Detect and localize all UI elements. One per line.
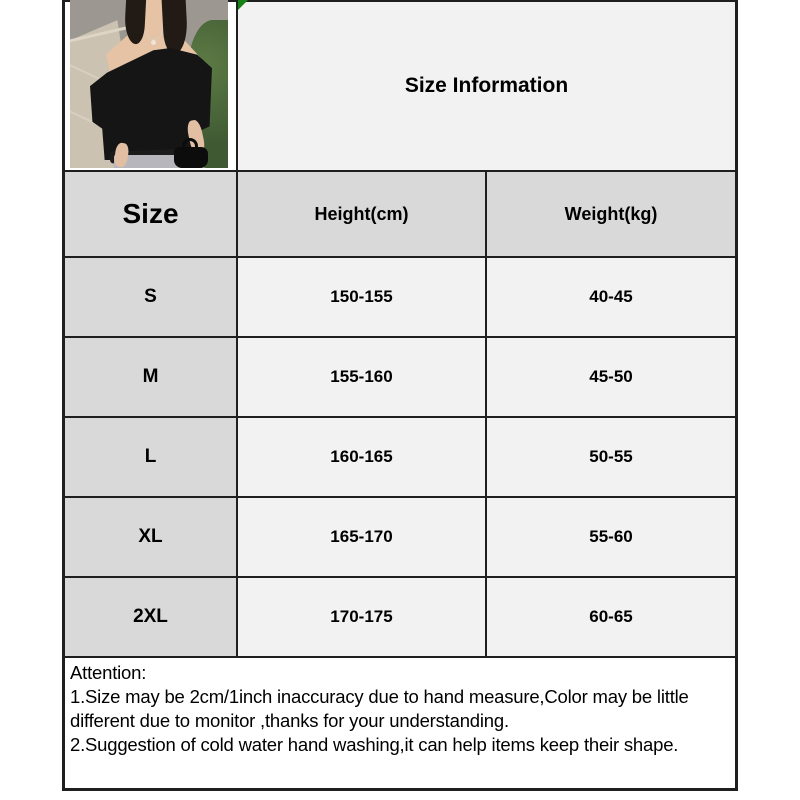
row-xl-weight-value: 55-60 [487, 498, 735, 576]
row-l-weight-value: 50-55 [487, 418, 735, 496]
attention-note-1: 1.Size may be 2cm/1inch inaccuracy due to hand measure,Color may be little different due to monitor ,thanks for your understanding. [70, 686, 689, 731]
photo-necklace-pendant [151, 40, 156, 45]
page-title: Size Information [404, 74, 569, 97]
row-s-size-label: S [65, 258, 236, 336]
attention-heading: Attention: [70, 662, 147, 683]
row-2xl-weight-value: 60-65 [487, 578, 735, 656]
row-s-weight-value: 40-45 [487, 258, 735, 336]
attention-note-2: 2.Suggestion of cold water hand washing,it can help items keep their shape. [70, 734, 679, 755]
column-header-height: Height(cm) [238, 172, 485, 256]
row-l-height-value: 160-165 [238, 418, 485, 496]
row-xl-size-label: XL [65, 498, 236, 576]
product-photo [70, 0, 228, 168]
cell-corner-flag-icon [238, 0, 248, 10]
photo-handbag [174, 147, 208, 168]
row-xl-height-value: 165-170 [238, 498, 485, 576]
row-m-height-value: 155-160 [238, 338, 485, 416]
row-s-height-value: 150-155 [238, 258, 485, 336]
row-2xl-size-label: 2XL [65, 578, 236, 656]
row-2xl-height-value: 170-175 [238, 578, 485, 656]
column-header-weight: Weight(kg) [487, 172, 735, 256]
column-header-size: Size [65, 172, 236, 256]
product-photo-cell [65, 2, 236, 170]
row-m-size-label: M [65, 338, 236, 416]
row-m-weight-value: 45-50 [487, 338, 735, 416]
size-chart-table [62, 0, 738, 791]
size-information-header [238, 2, 735, 170]
row-l-size-label: L [65, 418, 236, 496]
attention-note [65, 658, 735, 788]
